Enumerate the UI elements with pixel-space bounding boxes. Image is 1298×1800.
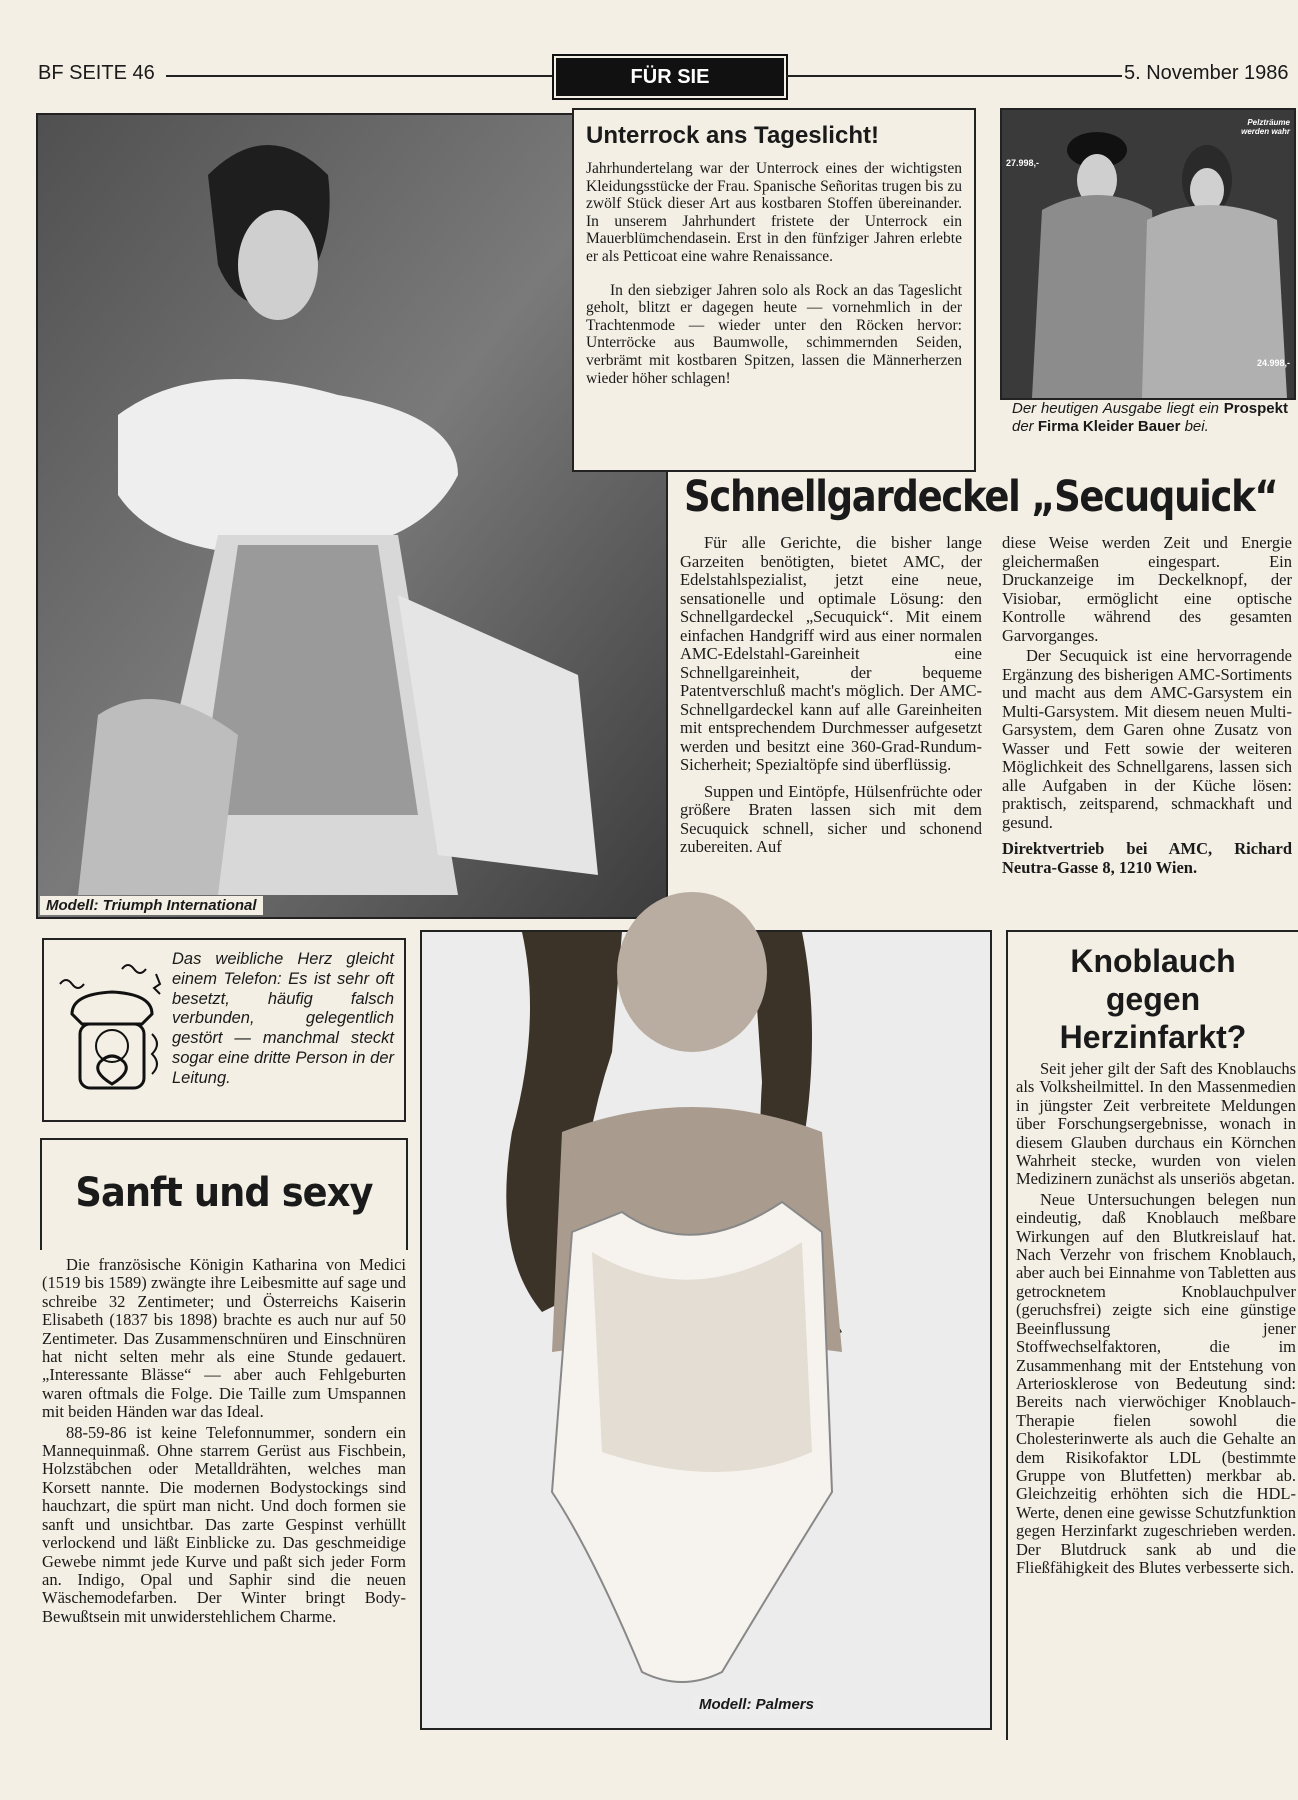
header-rule-left	[166, 75, 554, 77]
article-body	[1008, 1056, 1298, 1577]
caption-text-bold: Firma Kleider Bauer	[1037, 417, 1181, 435]
article-paragraph: Suppen und Eintöpfe, Hülsenfrüchte oder größere Braten lassen sich mit dem Secuquick schnell, sicher und schonend zubereiten. Auf	[680, 781, 982, 856]
article-title	[1008, 932, 1298, 1056]
photo-fur-coats	[1000, 108, 1296, 400]
caption-text-bold: Prospekt	[1223, 400, 1288, 417]
article-sanft-header	[40, 1138, 408, 1250]
page-number: BF SEITE 46	[38, 62, 155, 84]
ad-slogan: Pelzträume werden wahr	[1241, 118, 1290, 136]
article-knoblauch	[1006, 930, 1298, 1740]
secuquick-column-1	[680, 534, 982, 857]
caption-text: bei.	[1184, 417, 1209, 435]
photo-caption: Modell: Palmers	[693, 1695, 820, 1714]
quote-text: Das weibliche Herz gleicht einem Telefon: Es ist sehr oft besetzt, häufig falsch verbunden, gelegentlich gestört — manchmal steckt sogar eine dritte Person in der Leitung.	[172, 950, 394, 1087]
article-contact: Direktvertrieb bei AMC, Richard Neutra-Gasse 8, 1210 Wien.	[1002, 839, 1292, 877]
quote-box-herz	[42, 938, 406, 1122]
article-paragraph: Seit jeher gilt der Saft des Knoblauchs als Volksheilmittel. In den Massenmedien in jüngster Zeit verbreitete Meldungen über Forschungsergebnisse, wonach in diesem Glauben durchaus ein Körnchen Wahrheit stecke, wurden von vielen Medizinern zunächst als unseriös abgetan.	[1016, 1059, 1296, 1189]
issue-date: 5. November 1986	[1124, 62, 1289, 84]
title-line: Herzinfarkt?	[1059, 1019, 1247, 1055]
article-paragraph: Die französische Königin Katharina von Medici (1519 bis 1589) zwängte ihre Leibesmitte auf sage und schreibe 32 Zentimeter; und Österreichs Kaiserin Elisabeth (1837 bis 1898) brachte es auch nur auf 50 Zentimeter. Das Zusammenschnüren und Einschnüren hat nicht selten mehr als eine Stunde gedauert. „Interessante Blässe“ — aber auch Fehlgeburten waren oftmals die Folge. Die Taille zum Umspannen mit beiden Händen war das Ideal.	[42, 1255, 406, 1422]
telephone-heart-icon	[52, 954, 182, 1104]
article-paragraph: 88-59-86 ist keine Telefonnummer, sondern ein Mannequinmaß. Ohne starrem Gerüst aus Fischbein, Holzstäbchen oder Metalldrähten, welches man Korsett nannte. Die modernen Bodystockings sind hauchzart, die spürt man nicht. Und doch formen sie sanft und unsichtbar. Das zarte Gespinst verhüllt verlockend und läßt Einblicke zu. Das geschmeidige Gewebe nimmt jede Kurve und paßt sich jeder Form an. Indigo, Opal und Saphir sind die neuen Wäschemodefarben. Der Winter bringt Body-Bewußtsein mit unwiderstehlichem Charme.	[42, 1422, 406, 1626]
title-line: gegen	[1105, 981, 1201, 1017]
article-paragraph: diese Weise werden Zeit und Energie gleichermaßen eingespart. Ein Druckanzeige im Deckelknopf, der Visiobar, ermöglicht eine optische Kontrolle während des gesamten Garvorganges.	[1002, 533, 1292, 645]
article-paragraph: Der Secuquick ist eine hervorragende Ergänzung des bisherigen AMC-Sortiments und macht aus dem AMC-Garsystem ein Multi-Garsystem. Mit diesem neuen Multi-Garsystem, dem Garen ohne Zusatz von Wasser und Fett sowie der weiteren Möglichkeit des Schnellgarens, lassen sich alle Aufgaben in der Küche lösen: praktisch, zeitsparend, schmackhaft und gesund.	[1002, 646, 1292, 832]
article-paragraph: Für alle Gerichte, die bisher lange Garzeiten benötigten, bietet AMC, der Edelstahlspezialist, jetzt eine neue, sensationelle und optimale Lösung: den Schnellgardeckel „Secuquick“. Mit einem einfachen Handgriff wird aus einer normalen AMC-Edelstahl-Gareinheit eine Schnellgareinheit, der bequeme Patentverschluß macht's möglich. Der AMC-Schnellgardeckel kann auf alle Gareinheiten mit entsprechendem Durchmesser aufgesetzt werden und besitzt eine 360-Grad-Rundum-Sicherheit; Spezialtöpfe sind überflüssig.	[680, 533, 982, 774]
photo-palmers-model	[420, 930, 992, 1730]
secuquick-column-2	[1002, 534, 1292, 877]
article-unterrock	[572, 108, 976, 472]
article-title: Unterrock ans Tageslicht!	[586, 122, 879, 149]
article-paragraph: Neue Untersuchungen belegen nun eindeutig, daß Knoblauch meßbare Wirkungen auf den Blutkreislauf hat. Nach Verzehr von frischem Knoblauch, aber auch bei Einnahme von Tabletten aus getrocknetem Knoblauchpulver (geruchsfrei) zeigte sich eine günstige Beeinflussung jener Stoffwechselfaktoren, die im Zusammenhang mit der Entstehung von Arteriosklerose von Bedeutung sind: Bereits nach vierwöchiger Knoblauch-Therapie fielen sowohl die Cholesterinwerte als auch die Gehalte an dem Risikofaktor LDL (bestimmte Gruppe von Blutfetten) merkbar ab. Gleichzeitig erhöhten sich die HDL-Werte, denen eine gewisse Schutzfunktion gegen Herzinfarkt zugeschrieben werden. Der Blutdruck sank ab und die Fließfähigkeit des Blutes verbesserte sich.	[1016, 1189, 1296, 1577]
photo-caption: Modell: Triumph International	[40, 896, 263, 915]
caption-text: der	[1012, 417, 1034, 435]
title-line: Knoblauch	[1070, 943, 1236, 979]
caption-text: Der heutigen Ausgabe liegt ein	[1012, 400, 1220, 417]
header-rule-right	[786, 75, 1122, 77]
article-paragraph: In den siebziger Jahren solo als Rock an das Tageslicht geholt, blitzt er dagegen heute — vornehmlich in der Trachtenmode — wieder unter den Röcken hervor: Unterröcke aus Baumwolle, schimmernden Seiden, verbrämt mit kostbaren Spitzen, lassen die Männerherzen wieder höher schlagen!	[586, 281, 962, 387]
prospekt-caption	[1012, 400, 1288, 435]
article-title: Sanft und sexy	[75, 1170, 373, 1216]
ad-price: 24.998,-	[1256, 358, 1290, 368]
article-paragraph: Jahrhundertelang war der Unterrock eines der wichtigsten Kleidungsstücke der Frau. Spanische Señoritas trugen bis zu zwölf Stück dieser Art aus kostbaren Stoffen übereinander. In unserem Jahrhundert fristete der Unterrock ein Mauerblümchendasein. Erst in den fünfziger Jahren erlebte er als Petticoat eine wahre Renaissance.	[586, 160, 962, 265]
section-label: FÜR SIE	[556, 58, 784, 96]
article-sanft-body	[42, 1256, 406, 1626]
article-title-secuquick: Schnellgardeckel „Secuquick“	[684, 472, 1278, 522]
ad-price: 27.998,-	[1006, 158, 1040, 168]
